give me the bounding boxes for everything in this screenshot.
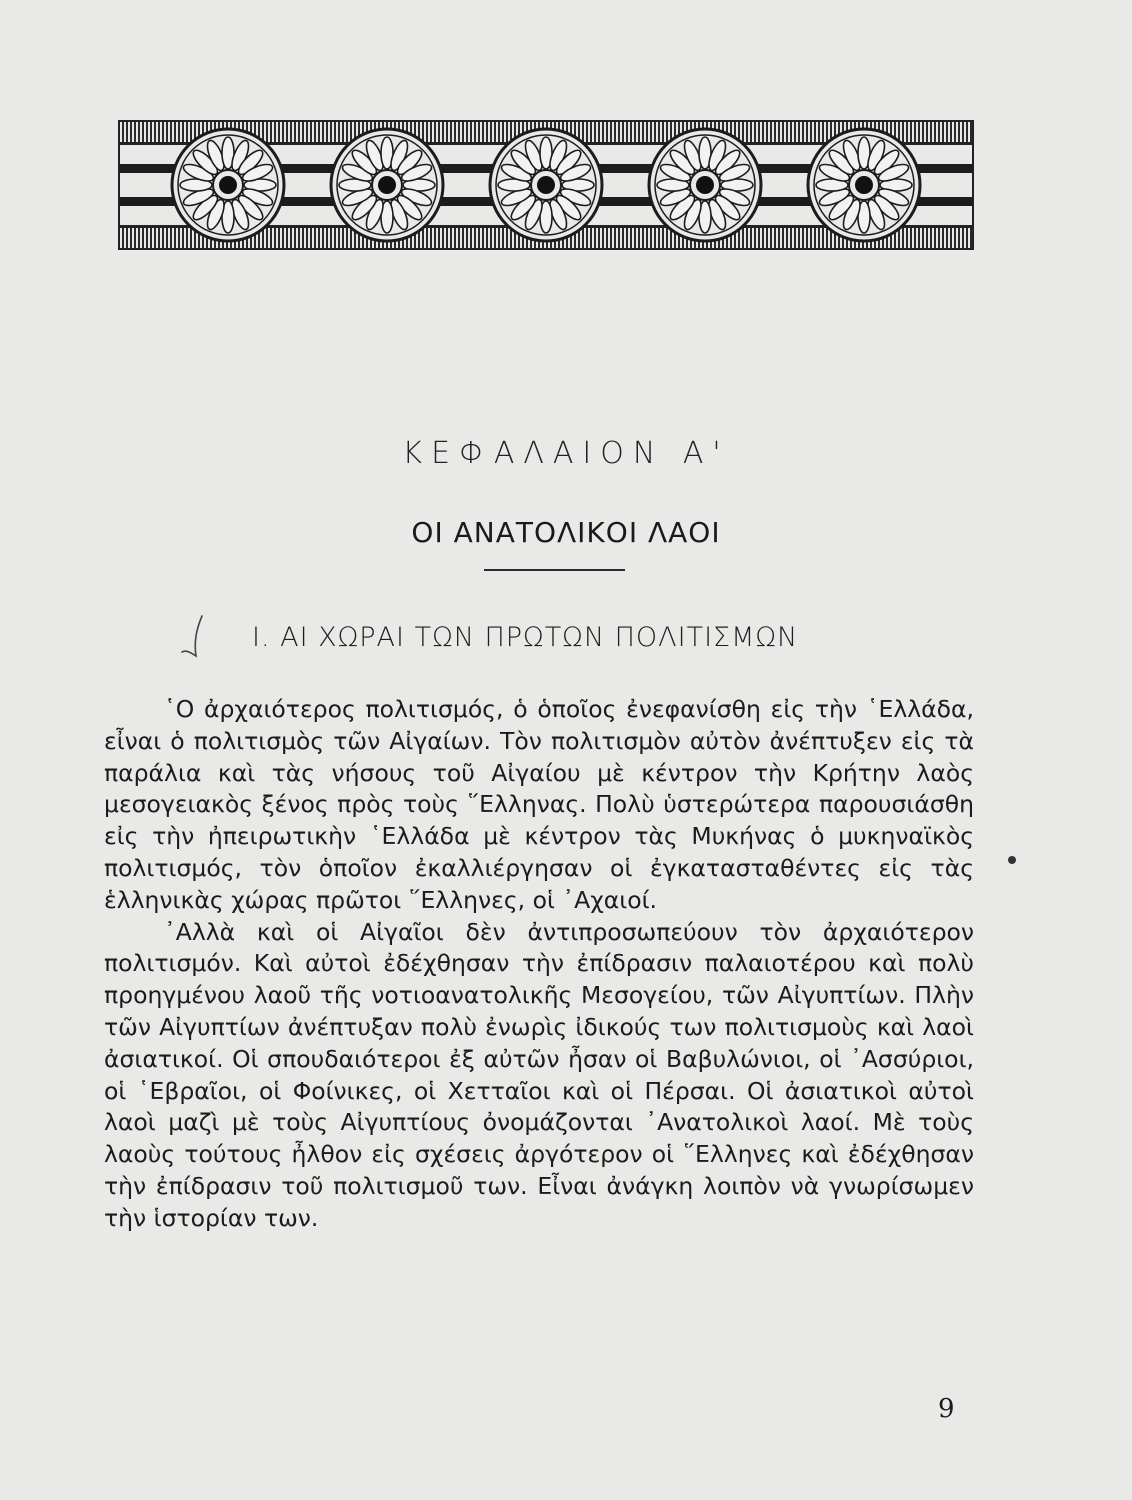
rosette — [490, 129, 602, 241]
title-divider — [484, 569, 625, 571]
rosette — [649, 129, 761, 241]
chapter-title: ΟΙ ΑΝΑΤΟΛΙΚΟΙ ΛΑΟΙ — [411, 516, 721, 549]
body-text — [104, 694, 974, 1235]
margin-check-mark-icon — [176, 612, 216, 672]
rosette — [808, 129, 920, 241]
chapter-label: ΚΕΦΑΛΑΙΟΝ Α' — [402, 436, 730, 471]
paragraph-2: ᾿Αλλὰ καὶ οἱ Αἰγαῖοι δὲν ἀντιπροσωπεύουν τὸν ἀρχαιότερον πολιτισμόν. Καὶ αὐτοὶ ἐδέχθησαν τὴν ἐπίδρασιν παλαιοτέρου καὶ πολὺ προηγμένου λαοῦ τῆς νοτιοανατολικῆς Μεσογείου, τῶν Αἰγυπτίων. Πλὴν τῶν Αἰγυπτίων ἀνέπτυξαν πολὺ ἐνωρὶς ἰδικούς των πολιτισμοὺς καὶ λαοὶ ἀσιατικοί. Οἱ σπουδαιότεροι ἐξ αὐτῶν ἦσαν οἱ Βαβυλώνιοι, οἱ ᾿Ασσύριοι, οἱ ῾Εβραῖοι, οἱ Φοίνικες, οἱ Χετταῖοι καὶ οἱ Πέρσαι. Οἱ ἀσιατικοὶ αὐτοὶ λαοὶ μαζὶ μὲ τοὺς Αἰγυπτίους ὀνομάζονται ᾿Ανατολικοὶ λαοί. Μὲ τοὺς λαοὺς τούτους ἦλθον εἰς σχέσεις ἀργότερον οἱ ῞Ελληνες καὶ ἐδέχθησαν τὴν ἐπίδρασιν τοῦ πολιτισμοῦ των. Εἶναι ἀνάγκη λοιπὸν νὰ γνωρίσωμεν τὴν ἱστορίαν των. — [104, 917, 974, 1232]
rosette — [331, 129, 443, 241]
page-number: 9 — [938, 1394, 955, 1424]
rosette-frieze-icon — [118, 120, 974, 250]
rosette — [172, 129, 284, 241]
section-heading: Ι. ΑΙ ΧΩΡΑΙ ΤΩΝ ΠΡΩΤΩΝ ΠΟΛΙΤΙΣΜΩΝ — [252, 622, 799, 653]
paragraph-1: ῾Ο ἀρχαιότερος πολιτισμός, ὁ ὁποῖος ἐνεφανίσθη εἰς τὴν ῾Ελλάδα, εἶναι ὁ πολιτισμὸς τῶν Αἰγαίων. Τὸν πολιτισμὸν αὐτὸν ἀνέπτυξεν εἰς τὰ παράλια καὶ τὰς νήσους τοῦ Αἰγαίου μὲ κέντρον τὴν Κρήτην λαὸς μεσογειακὸς ξένος πρὸς τοὺς ῞Ελληνας. Πολὺ ὑστερώτερα παρουσιάσθη εἰς τὴν ἠπειρωτικὴν ῾Ελλάδα μὲ κέντρον τὰς Μυκήνας ὁ μυκηναϊκὸς πολιτισμός, τὸν ὁποῖον ἐκαλλιέργησαν οἱ ἐγκατασταθέντες εἰς τὰς ἑλληνικὰς χώρας πρῶτοι ῞Ελληνες, οἱ ᾿Αχαιοί. — [104, 695, 974, 914]
margin-dot — [1008, 856, 1016, 864]
